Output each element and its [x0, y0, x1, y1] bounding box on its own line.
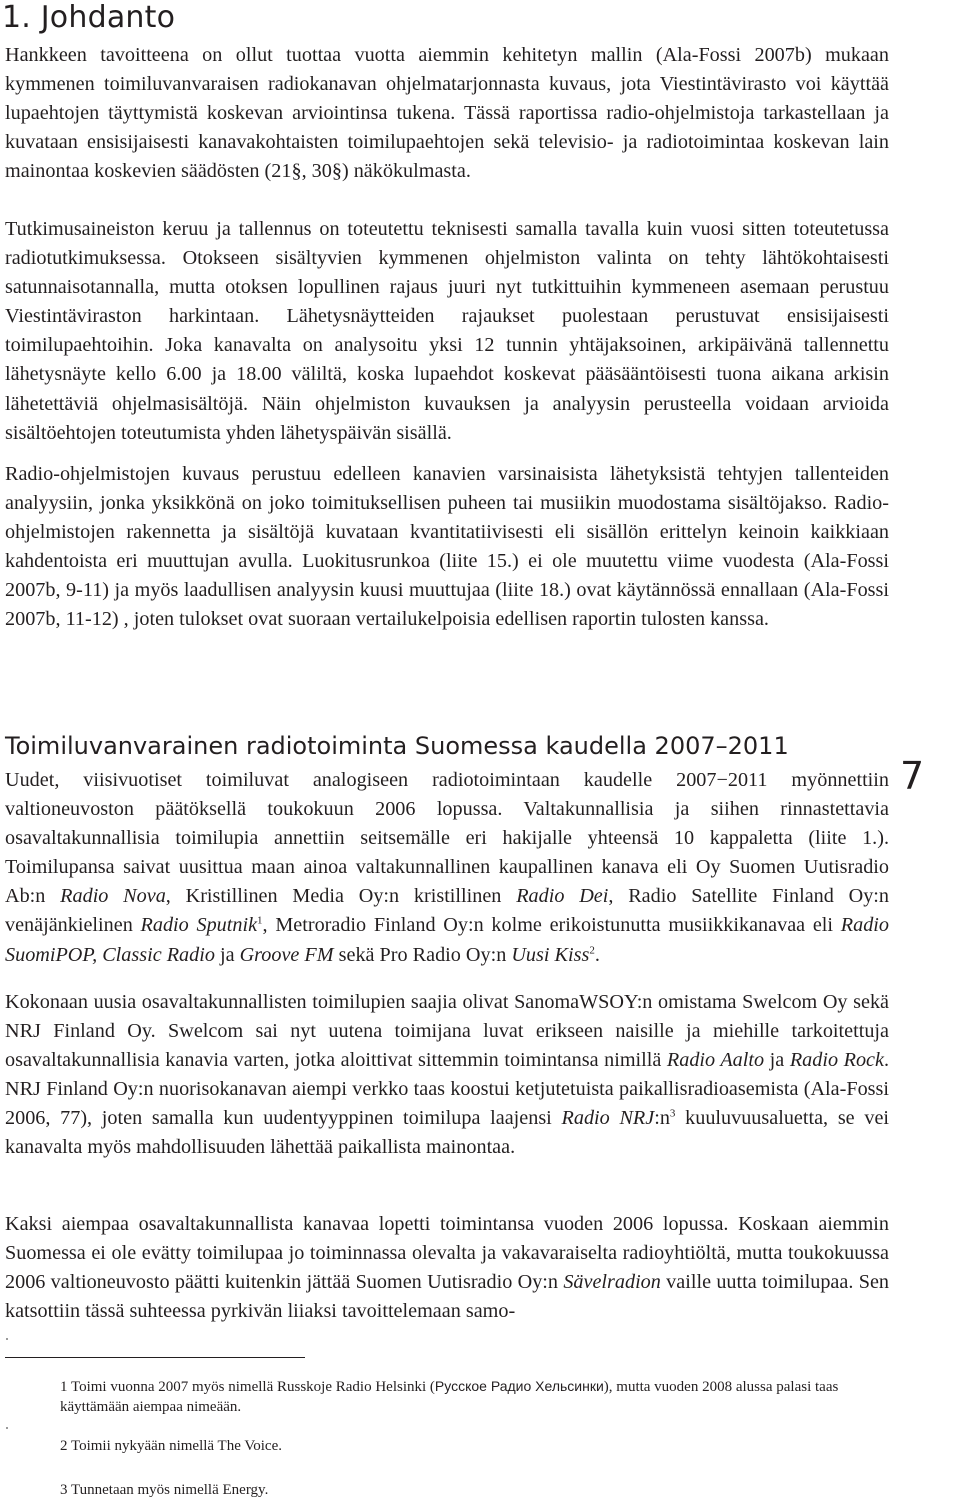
text-run: , Radio Satellite Finland Oy:n venäjänkielinen — [5, 885, 890, 937]
footnote-1 — [60, 1376, 900, 1417]
section-paragraph-1 — [5, 766, 889, 970]
italic-run: Radio Aalto — [666, 1049, 765, 1072]
page-number: 7 — [900, 754, 925, 798]
chapter-heading: 1. Johdanto — [2, 0, 176, 35]
footnote-1-cyrillic: Русское Радио Хельсинки — [434, 1378, 604, 1394]
italic-run: Radio SuomiPOP, Classic Radio — [5, 914, 889, 966]
text-run: , Metroradio Finland Oy:n kolme erikoistunutta musiikkikanavaa eli — [262, 914, 841, 937]
italic-run: Radio Sputnik — [140, 914, 258, 937]
footnote-ref-3: 3 — [669, 1107, 676, 1120]
text-run: vaille uutta toimilupaa. Sen katsottiin tässä suhteessa pyrkivän liiaksi tavoittelemaan samo- — [5, 1271, 889, 1323]
margin-mark — [6, 1338, 8, 1340]
italic-run: Radio Dei — [516, 885, 609, 908]
intro-paragraph-1 — [5, 41, 889, 186]
intro-paragraph-3 — [5, 460, 889, 635]
footnote-ref-1: 1 — [257, 914, 263, 927]
text-run: . NRJ Finland Oy:n nuorisokanavan aiempi verkko taas koostui ketjutetuista paikallisradioasemista (Ala-Fossi 2006, 77), joten samalla kun uudentyyppinen toimilupa laajensi — [5, 1049, 890, 1130]
text-run: . — [594, 943, 600, 966]
text-run: :n — [654, 1107, 670, 1130]
italic-run: Radio Rock — [789, 1049, 884, 1072]
italic-run: Uusi Kiss — [511, 943, 590, 966]
intro-p1-sentence-b: Tässä raportissa radio-ohjelmistoja tarkastellaan ja kuvataan ensisijaisesti kanavakohtaisten toimilupaehtojen sekä televisio- ja radiotoimintaa koskevan lain mainontaa koskevien säädösten (21§, 30§) näkökulmasta. — [5, 102, 889, 183]
margin-mark — [6, 1427, 8, 1429]
text-run: Uudet, viisivuotiset toimiluvat analogiseen radiotoimintaan kaudelle 2007−2011 myönnettiin valtioneuvoston päätöksellä toukokuun 2006 lopussa. Valtakunnallisia ja siihen rinnastettavia osavaltakunnallisia toimilupia annettiin seitsemälle eri hakijalle yhteensä 10 kappaletta (liite 1.). Toimilupansa saivat uusittua maan ainoa valtakunnallinen kaupallinen kanava eli Oy Suomen Uutisradio Ab:n — [5, 769, 889, 908]
text-run: ja — [764, 1049, 790, 1072]
text-run: , Kristillinen Media Oy:n kristillinen — [165, 885, 517, 908]
italic-run: Radio NRJ — [561, 1107, 655, 1130]
footnote-1-text-a: 1 Toimi vuonna 2007 myös nimellä Russkoje Radio Helsinki ( — [60, 1379, 435, 1395]
footnote-1-text-b: ), mutta vuoden 2008 alussa palasi taas käyttämään aiempaa nimeään. — [60, 1379, 839, 1415]
text-run: Kokonaan uusia osavaltakunnallisten toimilupien saajia olivat SanomaWSOY:n omistama Swelcom Oy sekä NRJ Finland Oy. Swelcom sai nyt uutena toimijana luvat erikseen naisille ja miehille tarkoitettuja osavaltakunnallisia kanavia varten, jotka aloittivat sittemmin toimintansa nimillä — [5, 991, 889, 1072]
section-paragraph-3 — [5, 1210, 889, 1326]
intro-p1-sentence-a: Hankkeen tavoitteena on ollut tuottaa vuotta aiemmin kehitetyn mallin (Ala-Fossi 2007b) mukaan kymmenen toimiluvanvaraisen radiokanavan ohjelmatarjonnasta kuvaus, jota Viestintävirasto voi käyttää lupaehtojen täyttymistä koskevan arviointinsa tukena. — [5, 44, 889, 125]
italic-run: Sävelradion — [563, 1271, 661, 1294]
text-run: Kaksi aiempaa osavaltakunnallista kanavaa lopetti toimintansa vuoden 2006 lopussa. Koskaan aiemmin Suomessa ei ole evätty toimilupaa jo toiminnassa olevalta ja vakavaraiselta radioyhtiöltä, mutta toukokuussa 2006 valtioneuvosto päätti kuitenkin jättää Suomen Uutisradio Oy:n — [5, 1213, 889, 1294]
italic-run: Radio Nova — [60, 885, 166, 908]
section-paragraph-2 — [5, 988, 889, 1163]
text-run: sekä Pro Radio Oy:n — [333, 943, 512, 966]
intro-paragraph-2 — [5, 215, 889, 448]
intro-p3-text: Radio-ohjelmistojen kuvaus perustuu edelleen kanavien varsinaisista lähetyksistä tehtyjen tallenteiden analyysiin, jonka yksikkönä on joko toimituksellisen puheen tai musiikin muodostama sisältöjakso. Radio-ohjelmistojen rakennetta ja sisältöjä kuvataan kvantitatiivisesti eli sisällön erittelyn keinoin kaikkiaan kahdentoista eri muuttujan avulla. Luokitusrunkoa (liite 15.) ei ole muutettu viime vuodesta (Ala-Fossi 2007b, 9-11) ja myös laadullisen analyysin kuusi muuttujaa (liite 18.) ovat käytännössä ennallaan (Ala-Fossi 2007b, 11-12) , joten tulokset ovat suoraan vertailukelpoisia edellisen raportin tulosten kanssa. — [5, 463, 889, 631]
section-heading: Toimiluvanvarainen radiotoiminta Suomessa kaudella 2007–2011 — [5, 732, 789, 760]
footnote-3: 3 Tunnetaan myös nimellä Energy. — [60, 1482, 269, 1498]
text-run: ja — [214, 943, 240, 966]
footnote-2: 2 Toimii nykyään nimellä The Voice. — [60, 1438, 282, 1454]
italic-run: Groove FM — [239, 943, 334, 966]
text-run: kuuluvuusaluetta, se vei kanavalta myös mahdollisuuden lähettää paikallista mainontaa. — [5, 1107, 890, 1159]
footnote-separator — [5, 1357, 305, 1358]
intro-p2-text: Tutkimusaineiston keruu ja tallennus on toteutettu teknisesti samalla tavalla kuin vuosi sitten toteutetussa radiotutkimuksessa. Otokseen sisältyvien kymmenen ohjelmiston valinta on tehty lähtökohtaisesti satunnaisotannalla, mutta otoksen lopullinen rajaus juuri nyt tutkittuihin kymmeneen asemaan perustuu Viestintäviraston harkintaan. Lähetysnäytteiden rajaukset puolestaan perustuvat ensisijaisesti toimilupaehtoihin. Joka kanavalta on analysoitu yksi 12 tunnin yhtäjaksoinen, arkipäivänä tallennettu lähetysnäyte kello 6.00 ja 18.00 väliltä, koska lupaehdot koskevat pääsääntöisesti tuona aikana arkisin lähetettäviä ohjelmasisältöjä. Näin ohjelmiston kuvauksen ja analyysin perusteella voidaan arvioida sisältöehtojen toteutumista yhden lähetyspäivän sisällä. — [5, 218, 889, 444]
footnote-ref-2: 2 — [589, 943, 595, 956]
